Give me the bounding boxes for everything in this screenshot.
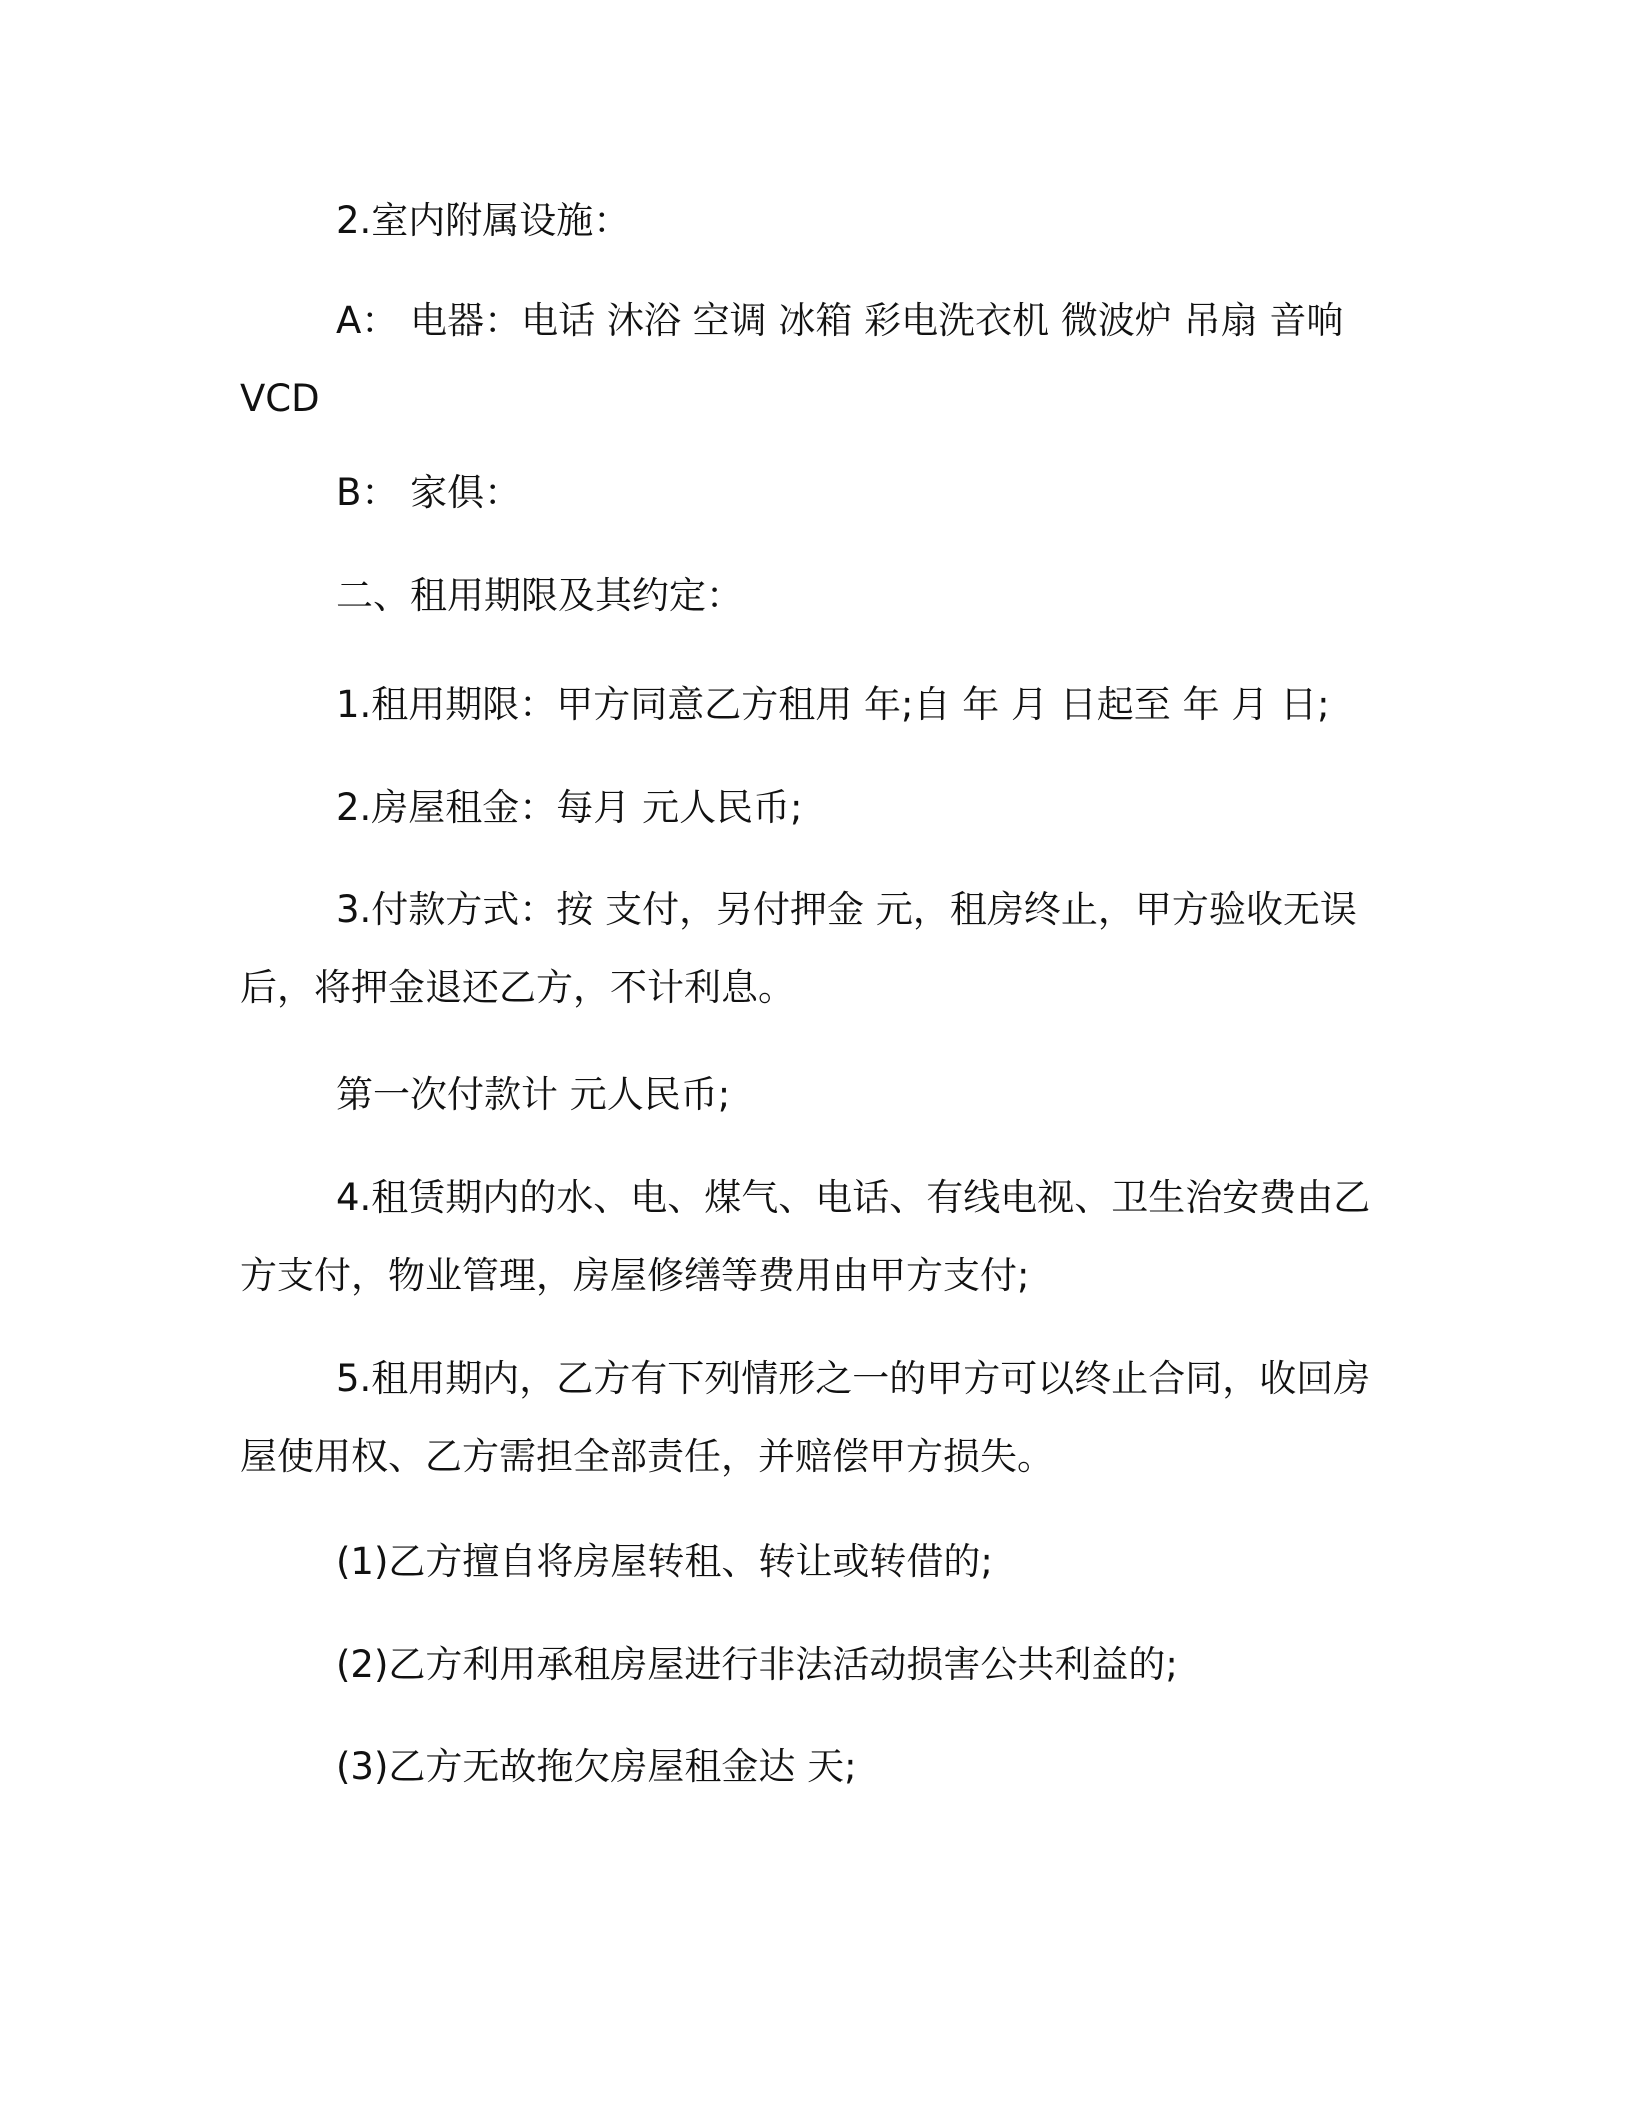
text-line: B： 家俱：: [336, 471, 522, 514]
text-line: VCD: [240, 377, 320, 420]
paragraph-appliances: [240, 282, 1390, 438]
text-line: (2)乙方利用承租房屋进行非法活动损害公共利益的;: [336, 1643, 1178, 1686]
text-line: 后，将押金退还乙方，不计利息。: [240, 966, 795, 1009]
paragraph-first-payment: [240, 1056, 1390, 1134]
paragraph-rent: [240, 769, 1390, 847]
text-line: 5.租用期内，乙方有下列情形之一的甲方可以终止合同，收回房: [336, 1357, 1371, 1400]
text-line: A： 电器：电话 沐浴 空调 冰箱 彩电洗衣机 微波炉 吊扇 音响: [336, 299, 1344, 342]
paragraph-lease-term-heading: [240, 557, 1390, 635]
text-line: (1)乙方擅自将房屋转租、转让或转借的;: [336, 1540, 993, 1583]
text-line: 4.租赁期内的水、电、煤气、电话、有线电视、卫生治安费由乙: [336, 1176, 1371, 1219]
paragraph-indoor-facilities: [240, 182, 1390, 260]
text-line: 屋使用权、乙方需担全部责任，并赔偿甲方损失。: [240, 1435, 1054, 1478]
paragraph-condition-2: [240, 1626, 1390, 1704]
text-line: (3)乙方无故拖欠房屋租金达 天;: [336, 1745, 857, 1788]
text-line: 1.租用期限：甲方同意乙方租用 年;自 年 月 日起至 年 月 日;: [336, 683, 1330, 726]
text-line: 二、租用期限及其约定：: [336, 574, 743, 617]
text-line: 2.室内附属设施：: [336, 199, 631, 242]
paragraph-payment-method: [240, 871, 1390, 1027]
paragraph-furniture: [240, 454, 1390, 532]
text-line: 方支付，物业管理，房屋修缮等费用由甲方支付;: [240, 1254, 1030, 1297]
paragraph-lease-period: [240, 666, 1390, 744]
paragraph-utilities: [240, 1159, 1390, 1315]
paragraph-termination: [240, 1340, 1390, 1496]
text-line: 第一次付款计 元人民币;: [336, 1073, 731, 1116]
text-line: 3.付款方式：按 支付，另付押金 元，租房终止，甲方验收无误: [336, 888, 1357, 931]
paragraph-condition-3: [240, 1728, 1390, 1806]
text-line: 2.房屋租金：每月 元人民币;: [336, 786, 803, 829]
paragraph-condition-1: [240, 1523, 1390, 1601]
